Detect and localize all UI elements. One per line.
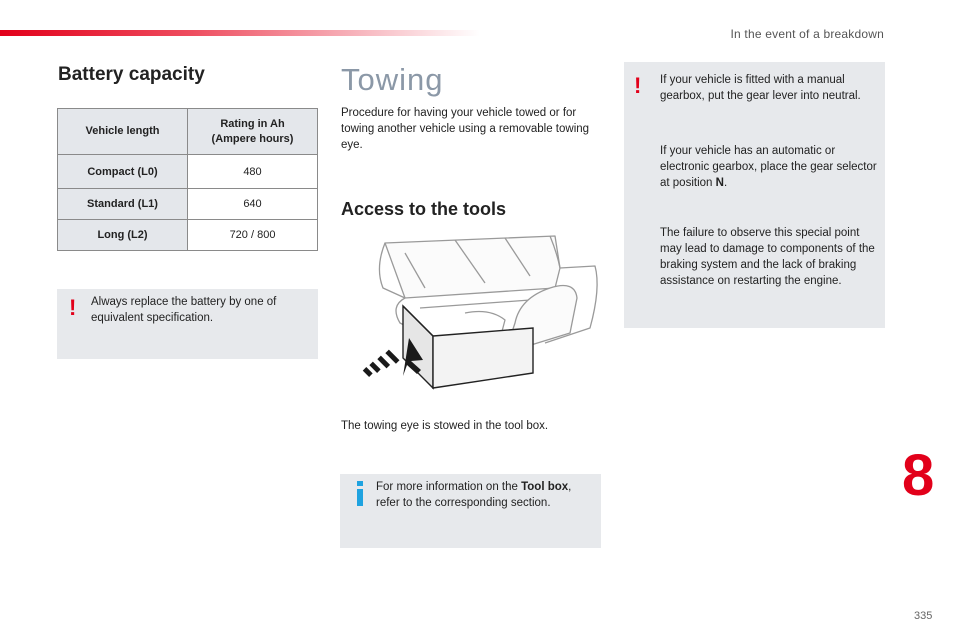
page-number: 335	[914, 610, 933, 622]
table-header-cell: Vehicle length	[58, 109, 188, 155]
tool-box-link-text: Tool box	[521, 481, 569, 493]
automatic-gearbox-text	[660, 143, 880, 191]
table-cell: Compact (L0)	[58, 155, 188, 189]
battery-capacity-heading: Battery capacity	[58, 64, 205, 85]
chapter-number: 8	[902, 443, 935, 508]
info-icon	[357, 481, 363, 507]
info-text-part: For more information on the	[376, 481, 522, 493]
battery-warning-text: Always replace the battery by one of equivalent specification.	[91, 296, 277, 324]
gearbox-text-part: If your vehicle has an automatic or electronic gearbox, place the gear selector at position	[660, 145, 877, 189]
table-cell: Standard (L1)	[58, 189, 188, 220]
table-cell: 720 / 800	[188, 220, 318, 251]
towing-heading: Towing	[341, 62, 444, 97]
table-header-cell: Rating in Ah (Ampere hours)	[188, 109, 318, 155]
tool-box-info-box	[340, 474, 601, 548]
table-row	[58, 189, 318, 220]
table-cell: 640	[188, 189, 318, 220]
table-cell: Long (L2)	[58, 220, 188, 251]
table-row	[58, 155, 318, 189]
gearbox-text-part: .	[723, 177, 728, 189]
battery-capacity-table	[57, 108, 318, 251]
info-text-part: , refer to the corresponding section.	[376, 481, 572, 509]
manual-gearbox-text: If your vehicle is fitted with a manual gearbox, put the gear lever into neutral.	[660, 74, 861, 102]
exclamation-icon: !	[634, 73, 642, 98]
header-color-bar	[0, 30, 480, 36]
exclamation-icon: !	[69, 295, 77, 320]
access-tools-heading: Access to the tools	[341, 199, 507, 219]
table-cell: 480	[188, 155, 318, 189]
failure-warning-text: The failure to observe this special point may lead to damage to components of the braking system and the lack of braking assistance on restarting the engine.	[660, 227, 875, 287]
tool-box-illustration	[345, 228, 603, 396]
towing-intro-text: Procedure for having your vehicle towed or for towing another vehicle using a removable towing eye.	[341, 107, 590, 151]
section-title: In the event of a breakdown	[730, 27, 884, 41]
tool-box-info-text	[376, 479, 591, 511]
table-row	[58, 220, 318, 251]
table-header-row	[58, 109, 318, 155]
battery-warning-box	[57, 289, 318, 359]
gear-position-value: N	[715, 177, 724, 189]
towing-eye-location-text: The towing eye is stowed in the tool box.	[341, 420, 549, 432]
